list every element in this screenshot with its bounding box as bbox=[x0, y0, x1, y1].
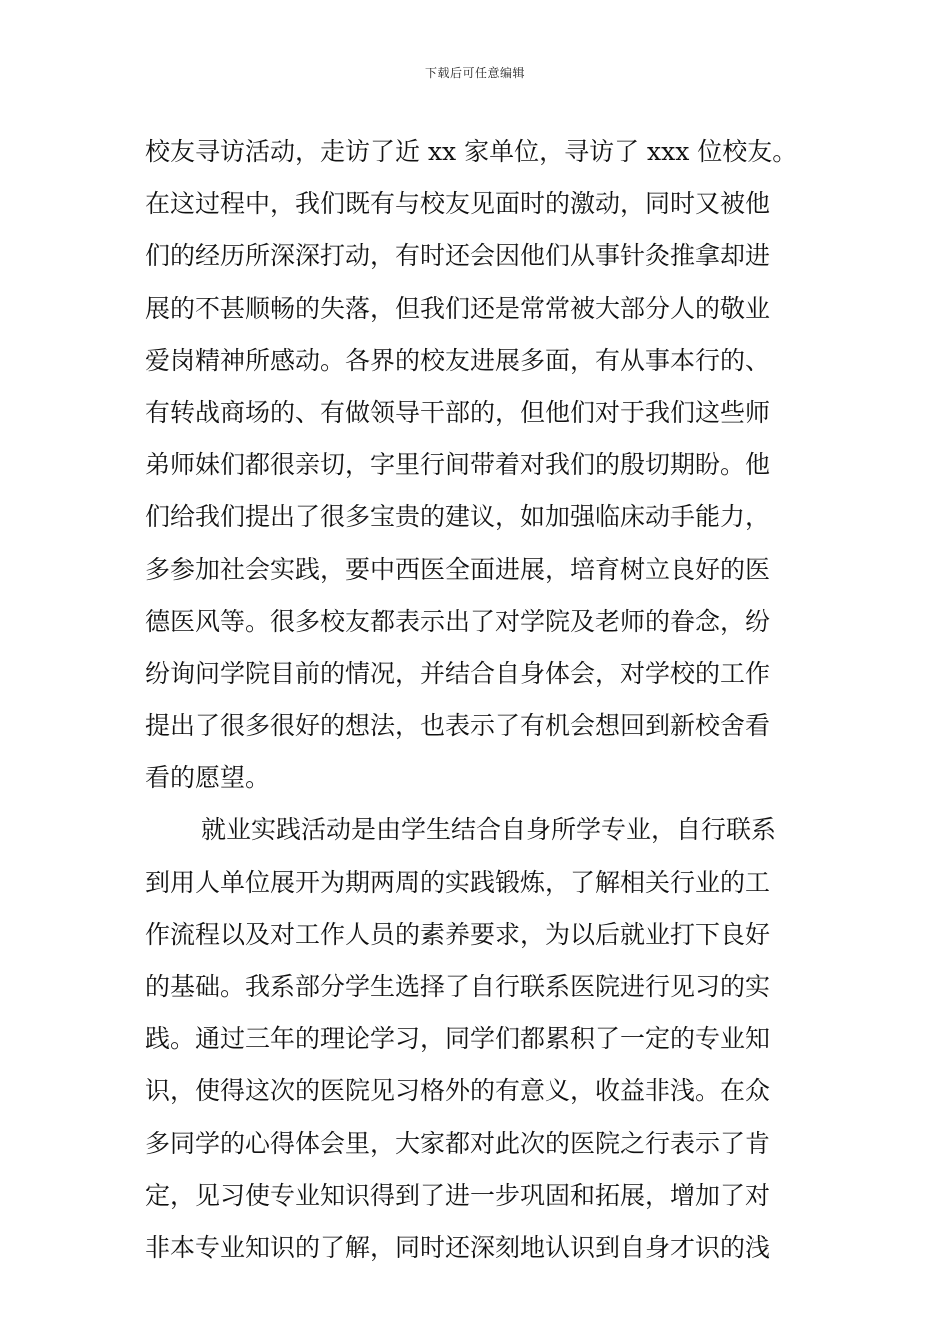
text-line: 弟师妹们都很亲切，字里行间带着对我们的殷切期盼。他 bbox=[145, 450, 771, 480]
header-note: 下载后可任意编辑 bbox=[424, 66, 525, 80]
text-line: 多参加社会实践，要中西医全面进展，培育树立良好的医 bbox=[145, 554, 771, 584]
text-line: 们的经历所深深打动，有时还会因他们从事针灸推拿却进 bbox=[145, 241, 771, 271]
text-line: 纷询问学院目前的情况，并结合自身体会，对学校的工作 bbox=[145, 658, 771, 688]
text-line: 的基础。我系部分学生选择了自行联系医院进行见习的实 bbox=[145, 972, 771, 1001]
text-line: 爱岗精神所感动。各界的校友进展多面，有从事本行的、 bbox=[145, 345, 771, 375]
text-line: 们给我们提出了很多宝贵的建议，如加强临床动手能力， bbox=[145, 502, 771, 532]
text-line: 识，使得这次的医院见习格外的有意义，收益非浅。在众 bbox=[145, 1076, 771, 1106]
text-line: 多同学的心得体会里，大家都对此次的医院之行表示了肯 bbox=[145, 1128, 771, 1158]
text-line: 提出了很多很好的想法，也表示了有机会想回到新校舍看 bbox=[145, 711, 771, 741]
body-text bbox=[145, 126, 815, 1274]
text-line: 有转战商场的、有做领导干部的，但他们对于我们这些师 bbox=[145, 397, 771, 427]
text-line: 作流程以及对工作人员的素养要求，为以后就业打下良好 bbox=[145, 919, 771, 949]
text-line: 德医风等。很多校友都表示出了对学院及老师的眷念，纷 bbox=[145, 606, 771, 636]
text-line: 展的不甚顺畅的失落，但我们还是常常被大部分人的敬业 bbox=[145, 293, 771, 323]
text-line: 在这过程中，我们既有与校友见面时的激动，同时又被他 bbox=[145, 189, 771, 219]
text-line: 到用人单位展开为期两周的实践锻炼，了解相关行业的工 bbox=[145, 867, 771, 897]
text-line: 校友寻访活动，走访了近 xx 家单位，寻访了 xxx 位校友。 bbox=[145, 137, 798, 166]
text-line: 践。通过三年的理论学习，同学们都累积了一定的专业知 bbox=[145, 1024, 771, 1054]
paragraph-start-line: 就业实践活动是由学生结合自身所学专业，自行联系 bbox=[201, 815, 777, 845]
text-line: 看的愿望。 bbox=[145, 763, 271, 793]
text-line: 定，见习使专业知识得到了进一步巩固和拓展，增加了对 bbox=[145, 1180, 771, 1210]
text-line: 非本专业知识的了解，同时还深刻地认识到自身才识的浅 bbox=[145, 1232, 771, 1262]
